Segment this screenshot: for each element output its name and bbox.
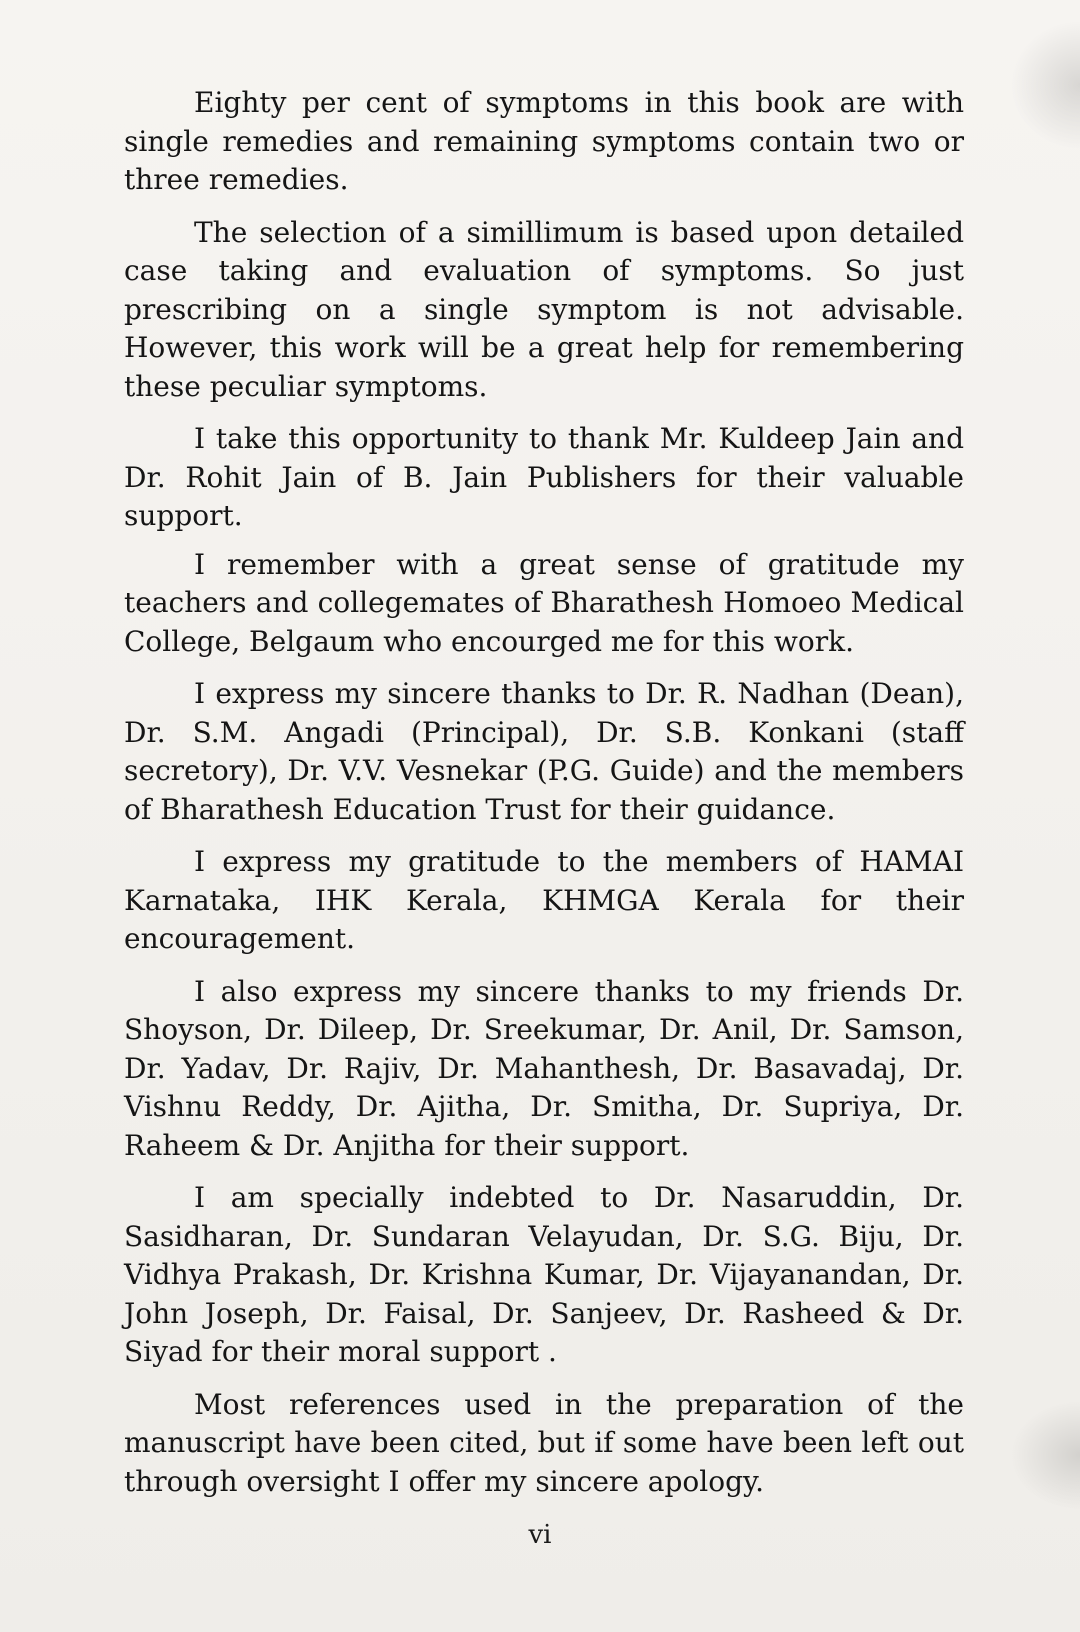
paragraph-thanks-publishers: I take this opportunity to thank Mr. Kuldeep Jain and Dr. Rohit Jain of B. Jain Publishers for their valuable support.	[124, 422, 964, 532]
paragraph-thanks-friends: I also express my sincere thanks to my friends Dr. Shoyson, Dr. Dileep, Dr. Sreekumar, Dr. Anil, Dr. Samson, Dr. Yadav, Dr. Rajiv, Dr. Mahanthesh, Dr. Basavadaj, Dr. Vishnu Reddy, Dr. Ajitha, Dr. Smitha, Dr. Supriya, Dr. Raheem & Dr. Anjitha for their support.	[124, 974, 964, 1162]
paragraph-single-remedies: Eighty per cent of symptoms in this book are with single remedies and remaining symptoms contain two or three remedies.	[124, 86, 964, 196]
paragraph-gratitude-associations: I express my gratitude to the members of HAMAI Karnataka, IHK Kerala, KHMGA Kerala for their encouragement.	[124, 845, 964, 955]
paragraph-thanks-college: I express my sincere thanks to Dr. R. Nadhan (Dean), Dr. S.M. Angadi (Principal), Dr. S.B. Konkani (staff secretory), Dr. V.V. Vesnekar (P.G. Guide) and the members of Bharathesh Education Trust for their guidance.	[124, 677, 964, 826]
paragraph-teachers-gratitude: I remember with a great sense of gratitude my teachers and collegemates of Bharathesh Homoeo Medical College, Belgaum who encourged me for this work.	[124, 547, 964, 658]
paragraph-indebted: I am specially indebted to Dr. Nasaruddin, Dr. Sasidharan, Dr. Sundaran Velayudan, Dr. S.G. Biju, Dr. Vidhya Prakash, Dr. Krishna Kumar, Dr. Vijayanandan, Dr. John Joseph, Dr. Faisal, Dr. Sanjeev, Dr. Rasheed & Dr. Siyad for their moral support .	[124, 1181, 964, 1368]
body-text	[124, 84, 964, 1515]
page-number: vi	[528, 1520, 552, 1550]
scan-smudge-bottom	[1010, 1400, 1080, 1510]
paragraph-references-apology: Most references used in the preparation of the manuscript have been cited, but if some have been left out through oversight I offer my sincere apology.	[124, 1387, 964, 1498]
paragraph-simillimum: The selection of a simillimum is based upon detailed case taking and evaluation of symptoms. So just prescribing on a single symptom is not advisable. However, this work will be a great help for remembering these peculiar symptoms.	[124, 215, 964, 403]
scan-smudge-top	[1010, 20, 1080, 150]
